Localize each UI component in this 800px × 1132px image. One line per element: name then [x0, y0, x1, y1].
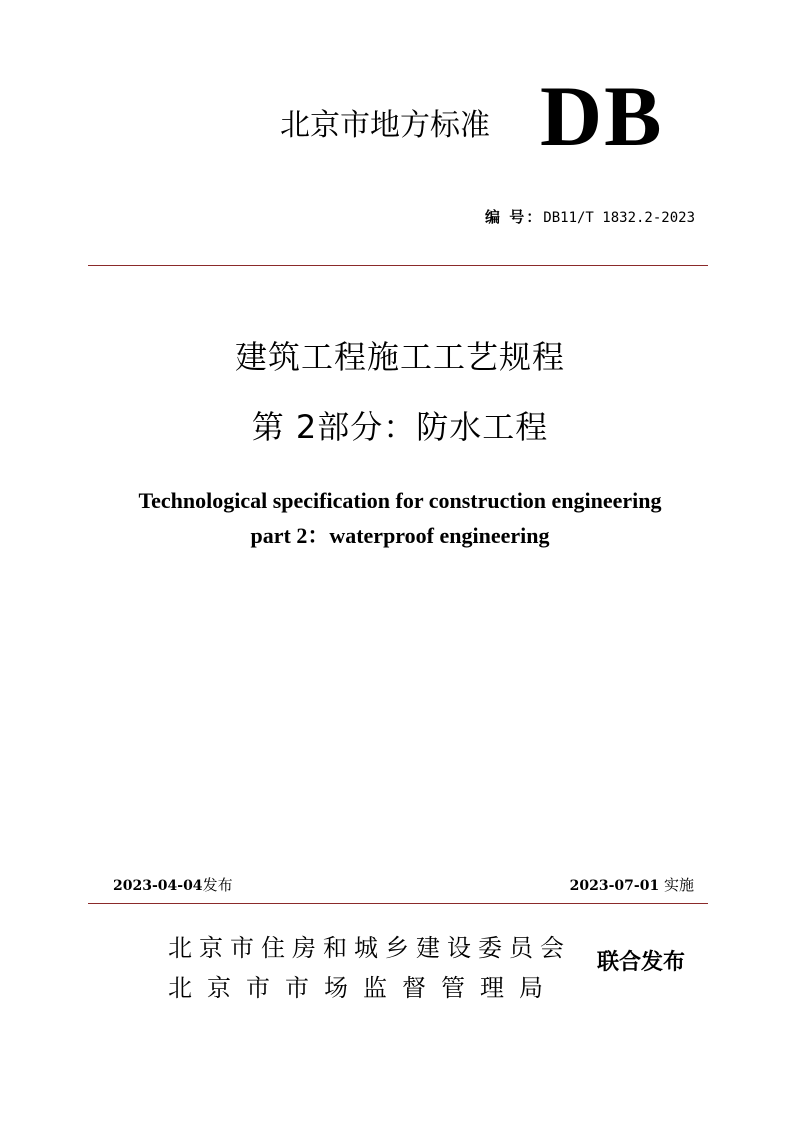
top-divider: [88, 265, 708, 266]
bottom-divider: [88, 903, 708, 904]
joint-publish: 联合发布: [597, 950, 686, 975]
issue-label: 发布: [202, 876, 233, 894]
implement-date: [570, 874, 694, 895]
code-value: DB11/T 1832.2-2023: [543, 210, 695, 226]
title-main-zh: 建筑工程施工工艺规程: [234, 338, 565, 376]
code-label: 编 号：: [485, 208, 544, 226]
issue-date: [113, 874, 233, 895]
title-sub-en: part 2：waterproof engineering: [250, 523, 550, 548]
issue-date-value: 2023-04-04: [113, 878, 203, 894]
issuer-market-regulation: 北京市市场监督管理局: [168, 974, 558, 1002]
title-sub-zh: 第 2部分：防水工程: [251, 408, 549, 446]
db-mark: DB: [540, 68, 664, 164]
issuer-housing-commission: 北京市住房和城乡建设委员会: [168, 934, 571, 962]
standard-type: 北京市地方标准: [280, 108, 490, 143]
implement-date-value: 2023-07-01: [569, 878, 660, 894]
standard-code: [485, 206, 695, 227]
title-main-en: Technological specification for construction engineering: [138, 488, 662, 513]
implement-label: 实施: [659, 876, 694, 894]
